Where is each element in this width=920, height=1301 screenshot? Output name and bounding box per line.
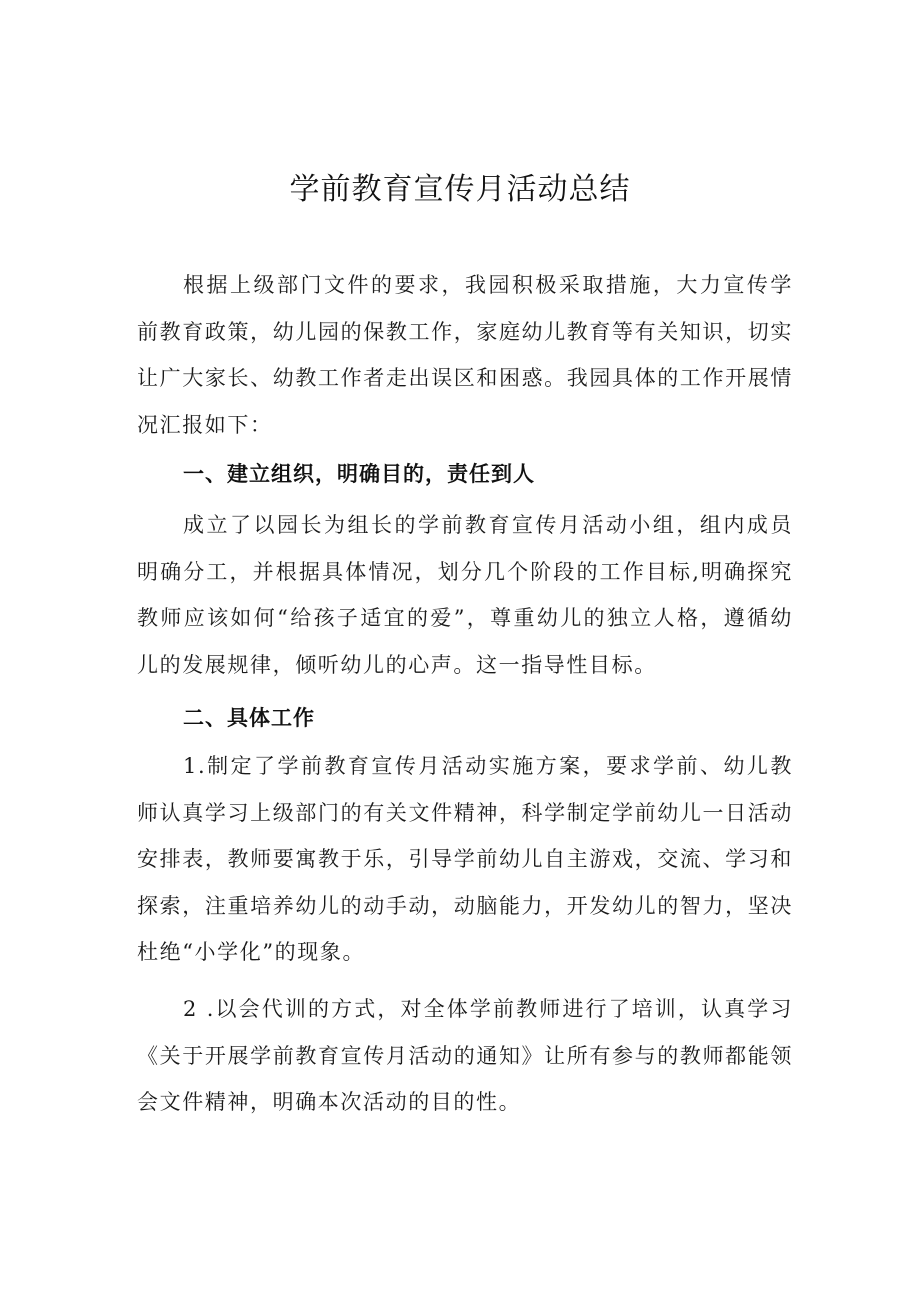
intro-paragraph: 根据上级部门文件的要求，我园积极采取措施，大力宣传学前教育政策，幼儿园的保教工作，家庭幼儿教育等有关知识，切实让广大家长、幼教工作者走出误区和困惑。我园具体的工作开展情况汇报如下： xyxy=(137,273,793,437)
section1-paragraph: 成立了以园长为组长的学前教育宣传月活动小组，组内成员明确分工，并根据具体情况，划分几个阶段的工作目标,明确探究教师应该如何“给孩子适宜的爱”，尊重幼儿的独立人格，遵循幼儿的发展规律，倾听幼儿的心声。这一指导性目标。 xyxy=(137,513,793,677)
work-item-1: 1.制定了学前教育宣传月活动实施方案，要求学前、幼儿教师认真学习上级部门的有关文件精神，科学制定学前幼儿一日活动安排表，教师要寓教于乐，引导学前幼儿自主游戏，交流、学习和探索，注重培养幼儿的动手动，动脑能力，开发幼儿的智力，坚决杜绝“小学化”的现象。 xyxy=(137,754,793,964)
document-title: 学前教育宣传月活动总结 xyxy=(289,172,631,207)
section-heading-2: 二、具体工作 xyxy=(183,706,315,730)
work-item-2: 2 .以会代训的方式，对全体学前教师进行了培训，认真学习《关于开展学前教育宣传月活动的通知》让所有参与的教师都能领会文件精神，明确本次活动的目的性。 xyxy=(137,997,793,1114)
section-heading-1: 一、建立组织，明确目的，责任到人 xyxy=(183,462,535,486)
